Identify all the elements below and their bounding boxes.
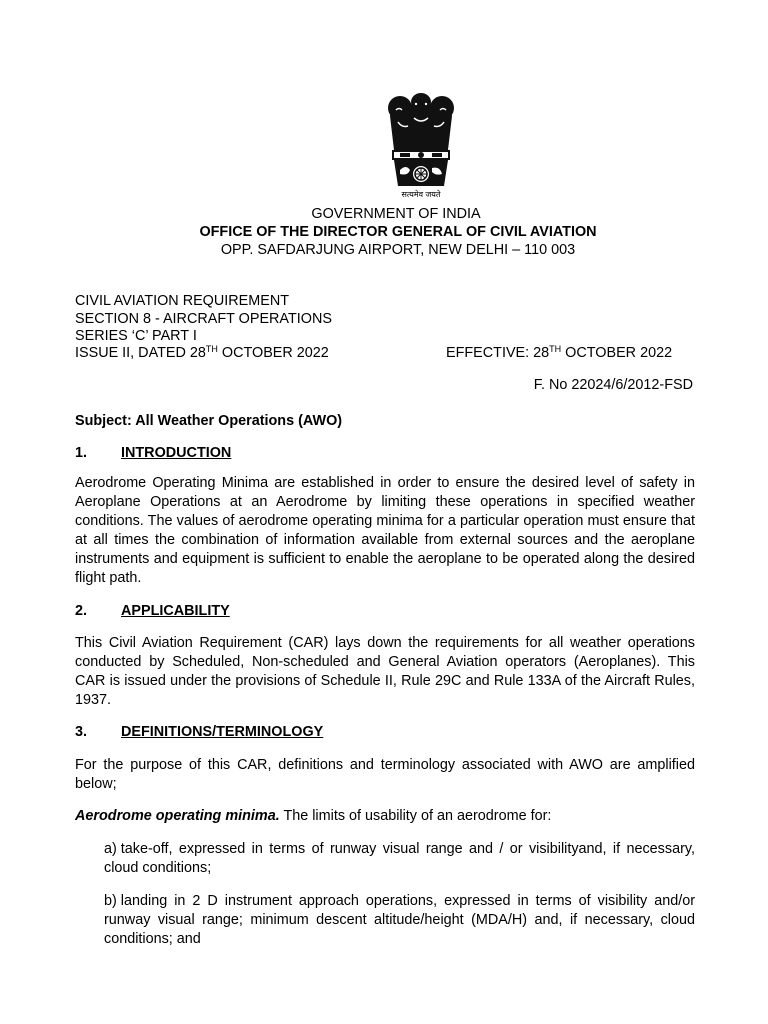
section-heading-definitions: 3. DEFINITIONS/TERMINOLOGY <box>75 724 324 740</box>
car-label: CIVIL AVIATION REQUIREMENT <box>75 293 290 309</box>
office-title: OFFICE OF THE DIRECTOR GENERAL OF CIVIL AVIATION <box>199 224 597 240</box>
section-heading-introduction: 1. INTRODUCTION <box>75 445 232 461</box>
government-title: GOVERNMENT OF INDIA <box>311 206 481 222</box>
definition-aerodrome-operating-minima <box>75 807 695 826</box>
introduction-paragraph: Aerodrome Operating Minima are established in order to ensure the desired level of safety in Aeroplane Operations at an Aerodrome by limiting these operations in specified weather conditions. The values of aerodrome operating minima for a particular operation must ensure that at all times the combination of information available from external sources and the aeroplane instruments and equipment is sufficient to enable the aeroplane to be operated along the desired flight path. <box>75 475 695 586</box>
effective-label: EFFECTIVE: 28TH OCTOBER 2022 <box>446 344 673 361</box>
subject-line: Subject: All Weather Operations (AWO) <box>75 413 343 429</box>
definitions-paragraph: For the purpose of this CAR, definitions and terminology associated with AWO are amplified below; <box>75 757 695 792</box>
definition-term: Aerodrome operating minima. <box>75 808 280 824</box>
office-address: OPP. SAFDARJUNG AIRPORT, NEW DELHI – 110 003 <box>220 242 576 258</box>
applicability-paragraph: This Civil Aviation Requirement (CAR) lays down the requirements for all weather operations conducted by Scheduled, Non-scheduled and General Aviation operators (Aeroplanes). This CAR is issued under the provisions of Schedule II, Rule 29C and Rule 133A of the Aircraft Rules, 1937. <box>75 635 695 708</box>
definition-text: The limits of usability of an aerodrome for: <box>279 808 552 824</box>
file-number: F. No 22024/6/2012-FSD <box>533 377 693 393</box>
section-label: SECTION 8 - AIRCRAFT OPERATIONS <box>75 311 332 327</box>
series-label: SERIES ‘C’ PART I <box>75 328 197 344</box>
section-heading-applicability: 2. APPLICABILITY <box>75 603 230 619</box>
list-item: a) take-off, expressed in terms of runway visual range and / or visibilityand, if necessary, cloud conditions; <box>104 841 695 876</box>
list-item: b) landing in 2 D instrument approach operations, expressed in terms of visibility and/or runway visual range; minimum descent altitude/height (MDA/H) and, if necessary, cloud conditions; and <box>104 893 695 947</box>
state-emblem-icon <box>380 88 462 206</box>
issue-label: ISSUE II, DATED 28TH OCTOBER 2022 <box>75 344 329 361</box>
motto-text: सत्यमेव जयते <box>401 190 441 199</box>
